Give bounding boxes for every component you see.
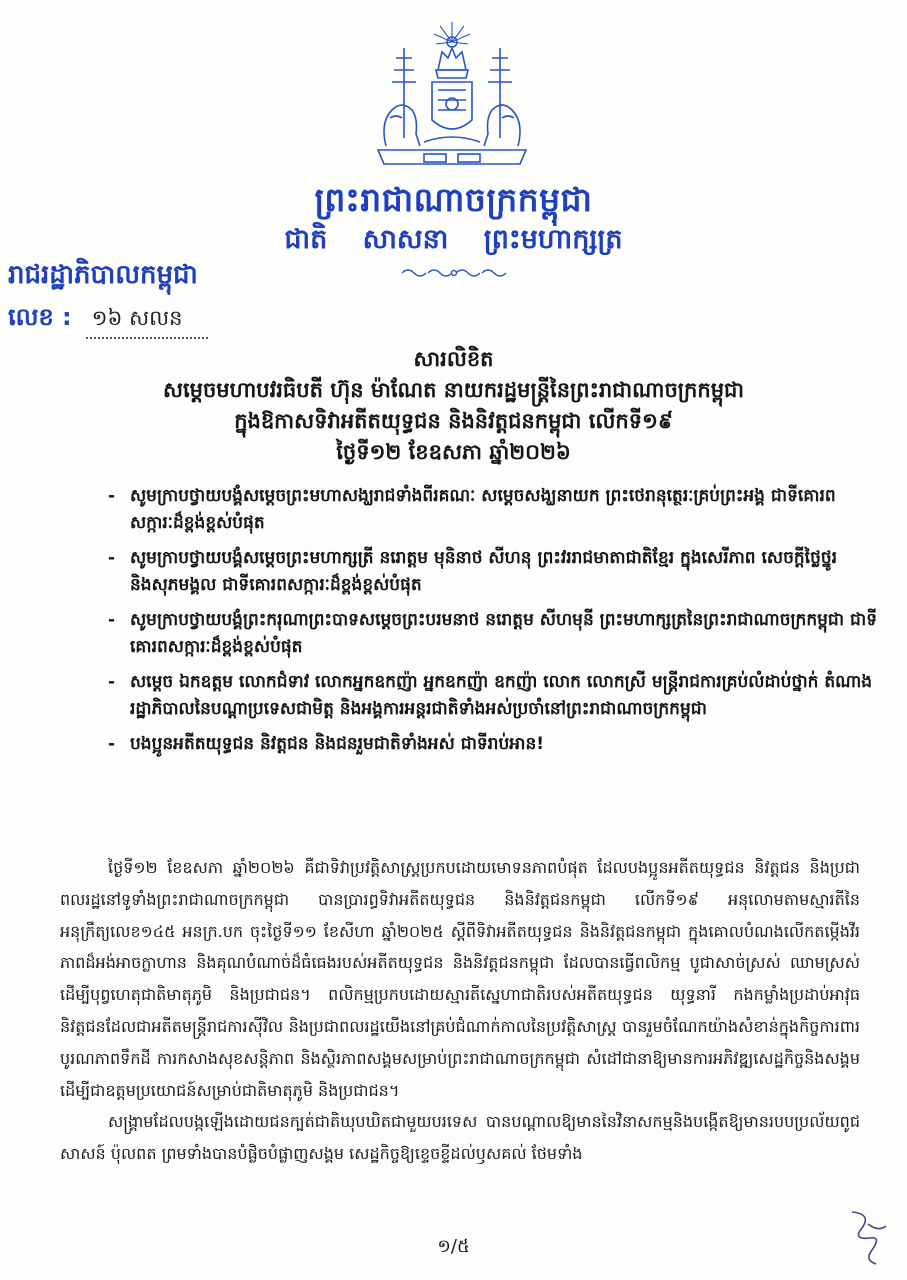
- salutation-item: - សូមក្រាបថ្វាយបង្គំសម្ដេចព្រះមហាក្សត្រី នរោត្តម មុនិនាថ សីហនុ ព្រះវររាជមាតាជាតិខ្មែរ ក្នុងសេរីភាព សេចក្ដីថ្លៃថ្នូរ និងសុភមង្គល ជាទីគោរពសក្ការៈដ៏ខ្ពង់ខ្ពស់បំផុត: [108, 545, 878, 599]
- title-line-4: ថ្ងៃទី១២ ខែឧសភា ឆ្នាំ២០២៦: [336, 440, 571, 464]
- government-name: រាជរដ្ឋាភិបាលកម្ពុជា: [8, 260, 198, 290]
- letter-body: [60, 852, 860, 1170]
- body-paragraph: សង្គ្រាមដែលបង្កឡើងដោយជនក្បត់ជាតិឃុបឃិតជាមួយបរទេស បានបណ្ដាលឱ្យមាននៃវិនាសកម្មនិងបង្កើតឱ្យមានរបបប្រល័យពូជសាសន៍ ប៉ុលពត ព្រមទាំងបានបំផ្លិចបំផ្លាញសង្គម សេដ្ឋកិច្ចឱ្យខ្ទេចខ្ទីដល់ឫសគល់ ថែមទាំង: [60, 1112, 860, 1164]
- title-line-2: សម្ដេចមហាបវរធិបតី ហ៊ុន ម៉ាណែត នាយករដ្ឋមន្ត្រីនៃព្រះរាជាណាចក្រកម្ពុជា: [162, 378, 745, 402]
- salutation-list: [108, 483, 878, 766]
- salutation-item: - បងប្អូនអតីតយុទ្ធជន និវត្តជន និងជនរួមជាតិទាំងអស់ ជាទីរាប់អាន!: [108, 731, 878, 758]
- salutation-item: - សម្ដេច ឯកឧត្តម លោកជំទាវ លោកអ្នកឧកញ៉ា អ្នកឧកញ៉ា ឧកញ៉ា លោក លោកស្រី មន្ត្រីរាជការគ្រប់លំដាប់ថ្នាក់ តំណាងរដ្ឋាភិបាលនៃបណ្ដាប្រទេសជាមិត្ត និងអង្គការអន្តរជាតិទាំងអស់ប្រចាំនៅព្រះរាជាណាចក្រកម្ពុជា: [108, 669, 878, 723]
- ornament-divider-icon: [398, 265, 508, 281]
- reference-number: ១៦ សលន: [86, 305, 208, 339]
- reference-line: [8, 302, 208, 339]
- salutation-item: - សូមក្រាបថ្វាយបង្គំព្រះករុណាព្រះបាទសម្ដេចព្រះបរមនាថ នរោត្តម សីហមុនី ព្រះមហាក្សត្រនៃព្រះរាជាណាចក្រកម្ពុជា ជាទីគោរពសក្ការៈដ៏ខ្ពង់ខ្ពស់បំផុត: [108, 607, 878, 661]
- royal-emblem-icon: [366, 18, 538, 173]
- kingdom-title: ព្រះរាជាណាចក្រកម្ពុជា: [314, 180, 593, 219]
- salutation-item: - សូមក្រាបថ្វាយបង្គំសម្ដេចព្រះមហាសង្ឃរាជទាំងពីរគណៈ សម្ដេចសង្ឃនាយក ព្រះថេរានុត្ថេរៈគ្រប់ព្រះអង្គ ជាទីគោរពសក្ការៈដ៏ខ្ពង់ខ្ពស់បំផុត: [108, 483, 878, 537]
- national-motto: ជាតិ សាសនា ព្រះមហាក្សត្រ: [284, 224, 623, 255]
- title-line-3: ក្នុងឱកាសទិវាអតីតយុទ្ធជន និងនិវត្តជនកម្ពុជា លើកទី១៩: [234, 409, 673, 433]
- page-number: ១/៥: [437, 1236, 470, 1257]
- title-line-1: សារលិខិត: [413, 347, 494, 371]
- letter-title: [40, 344, 867, 468]
- body-paragraph: ថ្ងៃទី១២ ខែឧសភា ឆ្នាំ២០២៦ គឺជាទិវាប្រវត្តិសាស្ត្រប្រកបដោយមោទនភាពបំផុត ដែលបងប្អូនអតីតយុទ្ធជន និវត្តជន និងប្រជាពលរដ្ឋនៅទូទាំងព្រះរាជាណាចក្រកម្ពុជា បានប្រារព្ធទិវាអតីតយុទ្ធជន និងនិវត្តជនកម្ពុជា លើកទី១៩ អនុលោមតាមស្មារតីនៃអនុក្រឹត្យលេខ១៤៥ អនក្រ.បក ចុះថ្ងៃទី១១ ខែសីហា ឆ្នាំ២០២៥ ស្ដីពីទិវាអតីតយុទ្ធជន និងនិវត្តជនកម្ពុជា ក្នុងគោលបំណងលើកតម្កើងវីរភាពដ៏អង់អាចក្លាហាន និងគុណបំណាច់ដ៏ធំធេងរបស់អតីតយុទ្ធជន និងនិវត្តជនកម្ពុជា ដែលបានធ្វើពលិកម្ម បូជាសាច់ស្រស់ ឈាមស្រស់ ដើម្បីបុព្វហេតុជាតិមាតុភូមិ និងប្រជាជន។ ពលិកម្មប្រកបដោយស្មារតីស្នេហាជាតិរបស់អតីតយុទ្ធជន យុទ្ធនារី កងកម្លាំងប្រដាប់អាវុធ និវត្តជនដែលជាអតីតមន្ត្រីរាជការស៊ីវិល និងប្រជាពលរដ្ឋយើងនៅគ្រប់ជំណាក់កាលនៃប្រវត្តិសាស្ត្រ បានរួមចំណែកយ៉ាងសំខាន់ក្នុងកិច្ចការពារបូរណភាពទឹកដី ការកសាងសុខសន្តិភាព និងស្ថិរភាពសង្គមសម្រាប់ព្រះរាជាណាចក្រកម្ពុជា សំដៅជានាឱ្យមានការអភិវឌ្ឍសេដ្ឋកិច្ចនិងសង្គមដើម្បីជាឧត្តមប្រយោជន៍សម្រាប់ជាតិមាតុភូមិ និងប្រជាជន។: [60, 858, 860, 1100]
- reference-label: លេខ :: [8, 303, 72, 331]
- initials-signature-icon: [842, 1204, 892, 1268]
